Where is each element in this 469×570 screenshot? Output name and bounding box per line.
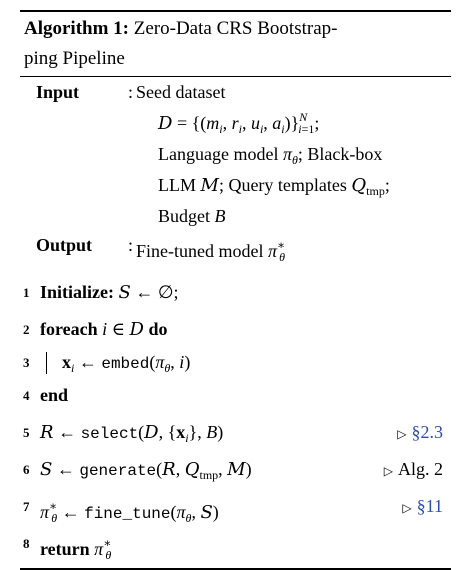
line-number: 2 [23, 322, 30, 337]
output-section [20, 233, 451, 270]
input-seed: Seed dataset [136, 82, 226, 102]
step-fine-tune: 7 $\pi^∗_\theta$ ← $fine\_tune(\pi_\theta$, S) ▷ §11 [20, 492, 451, 521]
title-rule [20, 76, 451, 77]
line-number: 3 [23, 355, 30, 370]
input-budget: Budget B [158, 206, 226, 226]
algorithm-block [20, 10, 451, 570]
input-language-model: Language model $\pi_\theta$; Black-box [158, 144, 383, 167]
line-number: 1 [23, 285, 30, 300]
line-number: 6 [23, 462, 30, 477]
step-comment: ▷ Alg. 2 [383, 459, 443, 479]
algorithm-title-line2: ping Pipeline [24, 48, 125, 69]
output-label: Output [36, 235, 93, 255]
output-colon: : [128, 235, 134, 255]
algorithm-title [20, 12, 451, 76]
input-label: Input [36, 82, 80, 102]
comment-triangle-icon: ▷ [383, 464, 393, 478]
step-foreach: 2 foreach i ∈ D do [20, 315, 451, 344]
step-end: 4 end [20, 381, 451, 410]
line-number: 4 [23, 388, 30, 403]
line-number: 7 [23, 499, 30, 514]
step-generate: 6 S ← generate(R, $Q_{tmp}$, M) ▷ Alg. 2 [20, 455, 451, 484]
input-section [20, 80, 451, 229]
input-dataset-formula: $D = \{(m_i$, $r_i$, $u_i$, $a_i)\}^N_{i=1}$; [158, 110, 320, 136]
step-initialize: 1 Initialize: S ← ∅; [20, 278, 451, 307]
step-return: 8 return $\pi^∗_\theta$ [20, 529, 451, 558]
step-select: 5 R ← select(D, $\{x_i\}$, B) ▷ §2.3 [20, 418, 451, 447]
line-number: 8 [23, 536, 30, 551]
step-comment: ▷ §2.3 [397, 422, 443, 442]
algorithm-steps [20, 278, 451, 562]
line-number: 5 [23, 425, 30, 440]
output-model: Fine-tuned model $\pi^∗_\theta$ [136, 238, 286, 264]
step-comment: ▷ §11 [402, 496, 443, 516]
comment-triangle-icon: ▷ [402, 501, 412, 515]
step-embed: 3 $x_i$ ← $embed(\pi_\theta$, i) [20, 348, 451, 377]
algorithm-title-line1: Zero-Data CRS Bootstrap- [133, 18, 338, 39]
input-colon: : [128, 82, 134, 102]
algorithm-number: Algorithm 1: [24, 18, 130, 39]
block-bar [46, 352, 47, 374]
input-llm-templates: LLM M; Query templates $Q_{tmp}$; [158, 175, 390, 198]
comment-triangle-icon: ▷ [397, 427, 407, 441]
